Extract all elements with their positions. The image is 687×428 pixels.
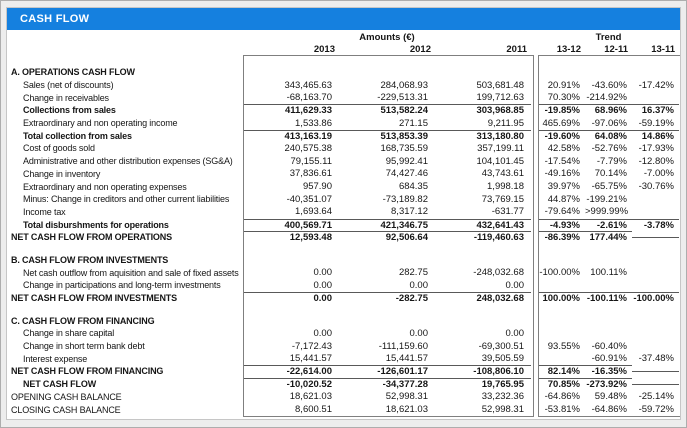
rows-area (7, 55, 680, 417)
trend-cell: -60.91% (591, 353, 627, 365)
trend-cell: -100.00% (539, 267, 580, 279)
trend-cell: -2.61% (585, 219, 632, 231)
row-label: Change in share capital (23, 328, 115, 339)
table-row (7, 180, 680, 193)
trend-cell: 100.00% (538, 292, 585, 304)
amount-cell: 8,600.51 (295, 404, 332, 416)
row-label: Total disburshments for operations (23, 219, 169, 230)
trend-cell: -12.80% (638, 155, 674, 167)
trend-cell: -17.93% (638, 142, 674, 154)
amount-cell: 9,211.95 (487, 117, 524, 129)
amount-cell: -282.75 (339, 292, 435, 304)
amount-cell: 0.00 (313, 327, 332, 339)
amount-cell: 19,765.95 (435, 378, 531, 390)
amount-cell: 168,735.59 (380, 142, 428, 154)
amount-cell: 0.00 (313, 267, 332, 279)
trend-cell: >999.99% (585, 206, 629, 218)
amount-cell: 39,505.59 (481, 353, 524, 365)
table-row (7, 340, 680, 353)
amount-cell: 411,629.33 (243, 104, 339, 116)
trend-cell: -64.86% (544, 391, 580, 403)
trend-cell: -60.40% (591, 340, 627, 352)
row-label: Administrative and other distribution expenses (SG&A) (23, 156, 233, 167)
table-row (7, 327, 680, 340)
trend-cell: -273.92% (585, 378, 632, 390)
amount-cell: -7,172.43 (291, 340, 332, 352)
amount-cell: 15,441.57 (289, 353, 332, 365)
amount-cell: 15,441.57 (385, 353, 428, 365)
row-label: B. CASH FLOW FROM INVESTMENTS (11, 254, 169, 265)
row-label: Change in participations and long-term investments (23, 280, 221, 291)
title-bar (7, 8, 680, 30)
amount-cell: -73,189.82 (382, 193, 428, 205)
table-row (7, 129, 680, 142)
row-label: Cost of goods sold (23, 143, 95, 154)
trend-cell: -53.81% (544, 404, 580, 416)
amount-cell: 1,533.86 (295, 117, 332, 129)
amount-cell: 95,992.41 (385, 155, 428, 167)
amount-cell: 1,693.64 (295, 206, 332, 218)
row-label: C. CASH FLOW FROM FINANCING (11, 315, 155, 326)
amount-cell: 684.35 (398, 181, 428, 193)
table-row (7, 218, 680, 231)
trend-cell: -25.14% (638, 391, 674, 403)
trend-group-header: Trend (595, 32, 622, 43)
amount-cell: 284,068.93 (380, 79, 428, 91)
amount-cell: 240,575.38 (284, 142, 332, 154)
row-label: Change in receivables (23, 92, 109, 103)
amount-cell: 957.90 (302, 181, 332, 193)
amount-cell: 0.00 (243, 292, 339, 304)
table-row (7, 168, 680, 181)
amount-cell: 18,621.03 (385, 404, 428, 416)
table-row (7, 254, 680, 267)
table-row (7, 403, 680, 416)
amount-cell: 513,853.39 (339, 130, 435, 142)
column-group-header (7, 31, 680, 44)
amount-cell: -111,159.60 (378, 340, 428, 352)
table-row (7, 378, 680, 391)
table-row (7, 279, 680, 292)
trend-cell: 16.37% (632, 104, 679, 116)
row-label: Net cash outflow from aquisition and sale of fixed assets (23, 267, 239, 278)
trend-cell: -79.64% (544, 206, 580, 218)
amount-cell: 0.00 (409, 279, 428, 291)
amount-cell: -34,377.28 (339, 378, 435, 390)
amount-cell: -108,806.10 (435, 365, 531, 377)
amount-cell: 199,712.63 (476, 92, 524, 104)
amount-cell: -631.77 (491, 206, 524, 218)
trend-cell: -100.00% (632, 292, 679, 304)
amount-cell: 282.75 (398, 267, 428, 279)
amount-cell: 74,427.46 (385, 168, 428, 180)
trend-cell: -30.76% (638, 181, 674, 193)
row-label: Extraordinary and non operating income (23, 118, 178, 129)
trend-period-header: 12-11 (604, 44, 628, 55)
row-label: A. OPERATIONS CASH FLOW (11, 67, 135, 78)
spacer-row (7, 244, 680, 254)
amount-cell: -22,614.00 (243, 365, 339, 377)
amount-cell: 513,582.24 (339, 104, 435, 116)
amount-cell: 18,621.03 (289, 391, 332, 403)
trend-cell: -4.93% (538, 219, 585, 231)
amount-cell: 8,317.12 (391, 206, 428, 218)
amount-cell: 0.00 (409, 327, 428, 339)
spacer-row (7, 304, 680, 314)
table-row (7, 104, 680, 117)
amount-cell: 1,998.18 (487, 181, 524, 193)
trend-period-header: 13-11 (651, 44, 675, 55)
trend-cell: 39.97% (547, 181, 580, 193)
amount-cell: -69,300.51 (478, 340, 524, 352)
trend-cell: 70.85% (538, 378, 585, 390)
trend-cell: -7.79% (596, 155, 627, 167)
trend-cell: 44.87% (547, 193, 580, 205)
amount-cell: 12,593.48 (243, 231, 339, 243)
trend-cell: -64.86% (591, 404, 627, 416)
trend-cell: -199.21% (586, 193, 627, 205)
trend-cell: -97.06% (591, 117, 627, 129)
amount-cell: 0.00 (505, 279, 524, 291)
trend-cell: 14.86% (632, 130, 679, 142)
amount-cell: 0.00 (313, 279, 332, 291)
trend-period-header: 13-12 (556, 44, 581, 55)
trend-cell: 465.69% (542, 117, 580, 129)
table-row (7, 91, 680, 104)
table-row (7, 391, 680, 404)
amount-cell: 248,032.68 (435, 292, 531, 304)
row-label: NET CASH FLOW (23, 379, 97, 390)
trend-cell: -59.19% (638, 117, 674, 129)
table-row (7, 142, 680, 155)
row-label: Total collection from sales (23, 130, 132, 141)
row-label: Change in short term bank debt (23, 341, 145, 352)
amount-cell: 33,232.36 (481, 391, 524, 403)
amounts-group-header: Amounts (€) (359, 32, 415, 43)
trend-cell (632, 384, 679, 385)
table-row (7, 66, 680, 79)
amount-cell: 92,506.64 (339, 231, 435, 243)
trend-cell (632, 371, 679, 372)
amount-cell: -126,601.17 (339, 365, 435, 377)
amount-cell: -119,460.63 (435, 231, 531, 243)
row-label: NET CASH FLOW FROM INVESTMENTS (11, 293, 177, 304)
table-row (7, 206, 680, 219)
table-row (7, 266, 680, 279)
report-sheet (6, 7, 681, 420)
trend-cell: 93.55% (547, 340, 580, 352)
trend-cell: 20.91% (547, 79, 580, 91)
page-title: CASH FLOW (20, 13, 90, 25)
trend-cell: 42.58% (547, 142, 580, 154)
row-label: NET CASH FLOW FROM OPERATIONS (11, 232, 172, 243)
trend-cell: 70.30% (547, 92, 580, 104)
trend-cell: -37.48% (638, 353, 674, 365)
table-row (7, 365, 680, 378)
table-row (7, 352, 680, 365)
trend-cell: -86.39% (538, 231, 585, 243)
amount-cell: 73,769.15 (481, 193, 524, 205)
amount-cell: 0.00 (505, 327, 524, 339)
trend-cell: -17.42% (638, 79, 674, 91)
amount-cell: 313,180.80 (435, 130, 531, 142)
trend-cell: -3.78% (632, 219, 679, 231)
row-label: CLOSING CASH BALANCE (11, 404, 121, 415)
amount-cell: -68,163.70 (286, 92, 332, 104)
table-row (7, 314, 680, 327)
amount-cell: 52,998.31 (385, 391, 428, 403)
amount-cell: 421,346.75 (339, 219, 435, 231)
amount-cell: 104,101.45 (476, 155, 524, 167)
amount-cell: -10,020.52 (243, 378, 339, 390)
trend-cell: 68.96% (585, 104, 632, 116)
amount-cell: 503,681.48 (476, 79, 524, 91)
amount-cell: 52,998.31 (481, 404, 524, 416)
trend-cell (632, 237, 679, 238)
trend-cell: -19.60% (538, 130, 585, 142)
amount-cell: 432,641.43 (435, 219, 531, 231)
trend-cell: 70.14% (594, 168, 627, 180)
year-header: 2011 (506, 44, 527, 55)
trend-cell: 100.11% (590, 267, 627, 279)
trend-cell: -7.00% (643, 168, 674, 180)
table-row (7, 231, 680, 244)
amount-cell: 303,968.85 (435, 104, 531, 116)
amount-cell: 343,465.63 (284, 79, 332, 91)
amount-cell: 357,199.11 (477, 142, 524, 154)
trend-cell: -52.76% (591, 142, 627, 154)
amount-cell: -40,351.07 (286, 193, 332, 205)
amount-cell: 43,743.61 (481, 168, 524, 180)
column-headers (7, 44, 680, 55)
amount-cell: -229,513.31 (377, 92, 428, 104)
trend-cell: -16.35% (585, 365, 632, 377)
year-header: 2013 (313, 44, 335, 55)
amount-cell: -248,032.68 (473, 267, 524, 279)
trend-cell: -214.92% (586, 92, 627, 104)
trend-cell: 64.08% (585, 130, 632, 142)
year-header: 2012 (409, 44, 431, 55)
row-label: Interest expense (23, 353, 88, 364)
trend-cell: -100.11% (585, 292, 632, 304)
row-label: Extraordinary and non operating expenses (23, 181, 187, 192)
trend-cell: 82.14% (538, 365, 585, 377)
amount-cell: 79,155.11 (290, 155, 332, 167)
row-label: Income tax (23, 206, 66, 217)
trend-cell: 59.48% (594, 391, 627, 403)
amount-cell: 271.15 (398, 117, 428, 129)
table-row (7, 292, 680, 305)
row-label: Minus: Change in creditors and other current liabilities (23, 194, 230, 205)
table-row (7, 79, 680, 92)
row-label: Change in inventory (23, 168, 101, 179)
row-label: NET CASH FLOW FROM FINANCING (11, 366, 164, 377)
trend-cell: 177.44% (585, 231, 632, 243)
trend-cell: -43.60% (591, 79, 627, 91)
amount-cell: 400,569.71 (243, 219, 339, 231)
table-row (7, 193, 680, 206)
amount-cell: 413,163.19 (243, 130, 339, 142)
trend-cell: -59.72% (638, 404, 674, 416)
amount-cell: 37,836.61 (289, 168, 332, 180)
table-row (7, 117, 680, 130)
row-label: Collections from sales (23, 105, 116, 116)
table-row (7, 155, 680, 168)
trend-cell: -65.75% (591, 181, 627, 193)
row-label: Sales (net of discounts) (23, 80, 114, 91)
trend-cell: -49.16% (544, 168, 580, 180)
trend-cell: -17.54% (544, 155, 580, 167)
row-label: OPENING CASH BALANCE (11, 391, 122, 402)
trend-cell: -19.85% (538, 104, 585, 116)
